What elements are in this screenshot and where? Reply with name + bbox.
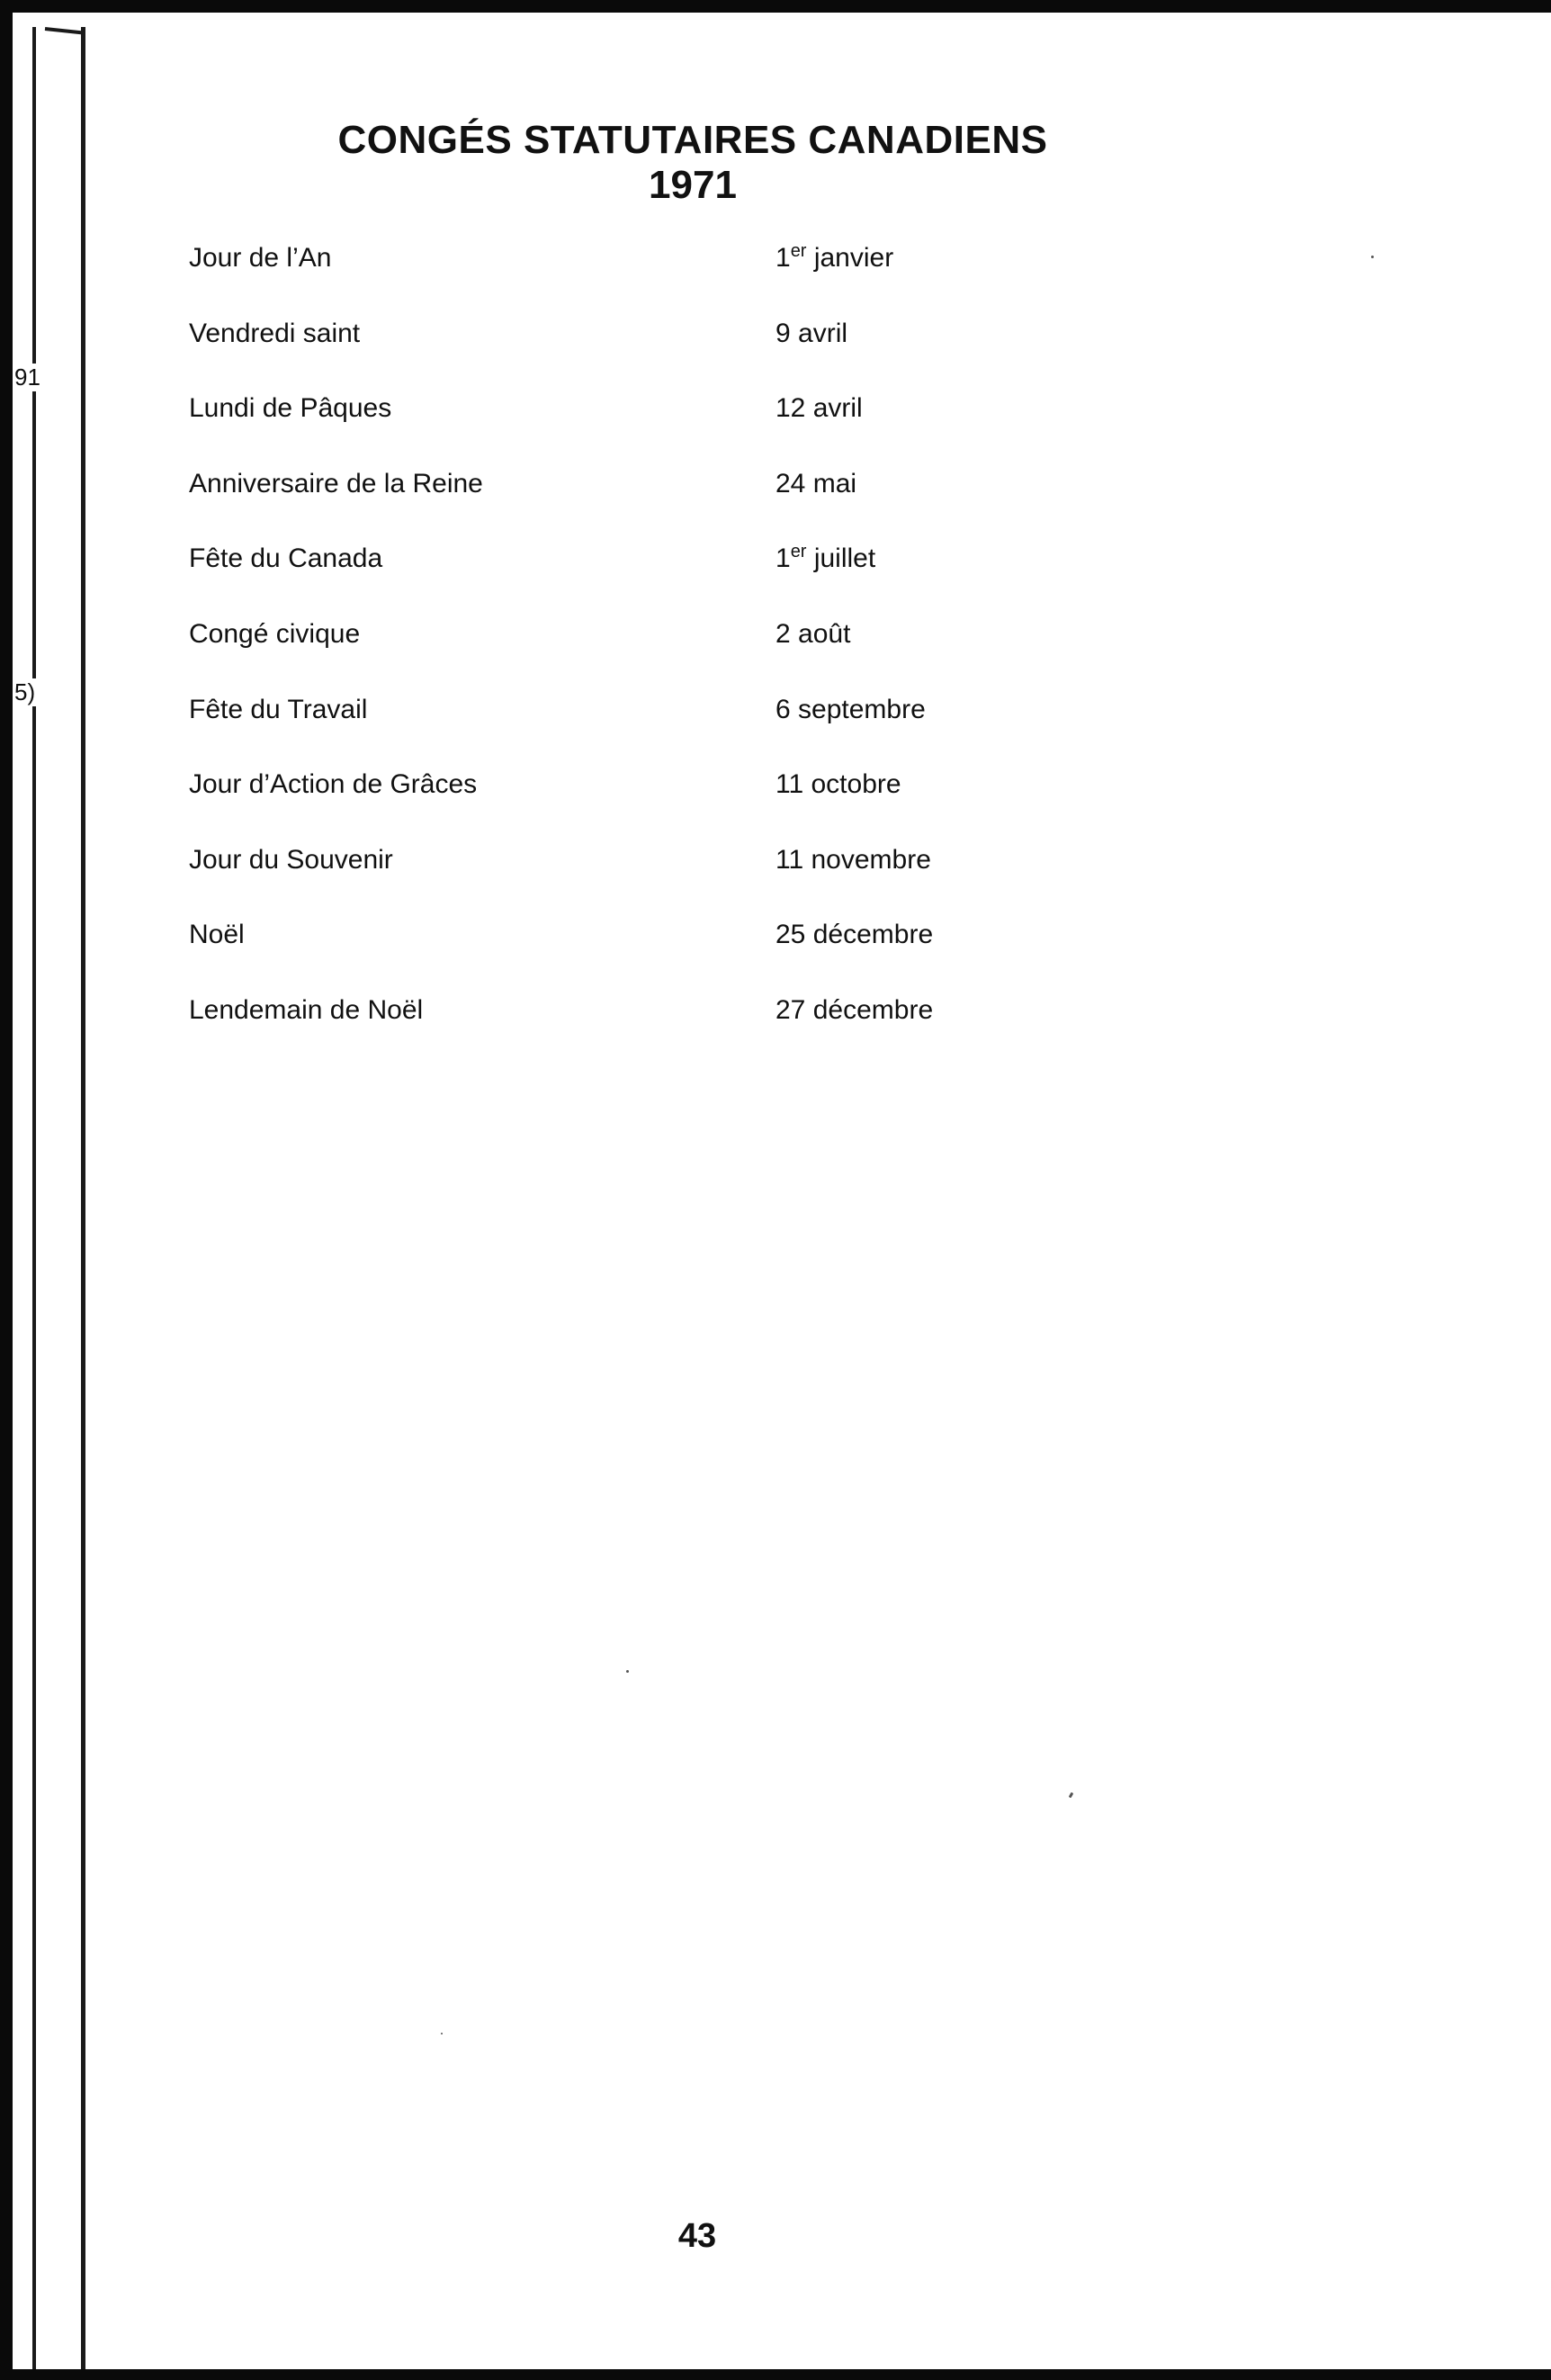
holiday-month: juillet: [813, 543, 876, 574]
holiday-date: [776, 612, 850, 657]
scan-edge-top: [0, 0, 1551, 13]
holiday-row: [189, 988, 1089, 1064]
scan-speck: [626, 1670, 629, 1673]
holiday-row: [189, 236, 1089, 311]
holiday-date: [776, 536, 875, 581]
holiday-date: [776, 687, 926, 732]
holiday-day: 1: [776, 243, 791, 273]
holiday-day: 2: [776, 618, 791, 649]
holiday-day: 12: [776, 393, 806, 424]
holiday-date: [776, 912, 933, 957]
holiday-date: [776, 838, 931, 883]
holiday-row: [189, 386, 1089, 462]
holiday-day: 11: [776, 769, 804, 800]
holiday-month: décembre: [812, 994, 934, 1025]
holiday-month: avril: [798, 318, 848, 348]
holiday-row: [189, 912, 1089, 988]
holiday-month: avril: [812, 393, 863, 424]
holiday-month: janvier: [813, 243, 894, 273]
holiday-date: [776, 311, 847, 356]
scan-speck: [1069, 1792, 1074, 1799]
holiday-day: 27: [776, 994, 806, 1025]
page-title: CONGÉS STATUTAIRES CANADIENS: [337, 118, 1048, 162]
holiday-row: [189, 536, 1089, 612]
holiday-date: [776, 988, 933, 1033]
holiday-day: 11: [776, 844, 804, 875]
holiday-date: [776, 386, 863, 431]
holiday-day: 9: [776, 318, 791, 348]
holiday-name: Anniversaire de la Reine: [189, 468, 483, 498]
holiday-name: Noël: [189, 920, 245, 950]
holiday-name: Lendemain de Noël: [189, 994, 424, 1025]
holiday-name: Jour du Souvenir: [189, 844, 393, 875]
page-year: 1971: [649, 163, 737, 207]
holiday-date: [776, 762, 901, 807]
holiday-day: 25: [776, 920, 806, 950]
holiday-name: Congé civique: [189, 618, 361, 649]
scan-speck: [441, 2033, 443, 2034]
holiday-date: [776, 236, 893, 281]
scan-edge-bottom: [0, 2369, 1551, 2380]
holiday-name: Lundi de Pâques: [189, 393, 392, 424]
holiday-name: Fête du Canada: [189, 543, 383, 574]
holiday-row: [189, 462, 1089, 537]
holiday-name: Vendredi saint: [189, 318, 361, 348]
holiday-month: mai: [812, 468, 857, 498]
margin-fragment: 91: [14, 364, 40, 391]
holiday-month: août: [798, 618, 851, 649]
binding-hook: [45, 27, 85, 35]
holiday-day: 6: [776, 694, 791, 724]
holiday-month: novembre: [811, 844, 931, 875]
scan-speck: [1371, 256, 1374, 258]
holiday-name: Fête du Travail: [189, 694, 368, 724]
holiday-month: octobre: [811, 769, 901, 800]
page-number: 43: [677, 2217, 717, 2255]
margin-fragment: 5): [14, 678, 36, 705]
holiday-month: septembre: [798, 694, 926, 724]
holiday-row: [189, 687, 1089, 763]
page-border-line: [81, 27, 85, 2369]
holiday-name: Jour de l’An: [189, 243, 332, 273]
holiday-list: [189, 236, 1089, 1064]
holiday-month: décembre: [812, 920, 934, 950]
holiday-name: Jour d’Action de Grâces: [189, 769, 478, 800]
holiday-row: [189, 838, 1089, 913]
holiday-day: 24: [776, 468, 806, 498]
holiday-row: [189, 762, 1089, 838]
ordinal-suffix: er: [790, 542, 807, 562]
holiday-date: [776, 462, 856, 507]
holiday-day: 1: [776, 543, 791, 574]
scan-edge-left: [0, 0, 13, 2380]
holiday-row: [189, 311, 1089, 387]
holiday-row: [189, 612, 1089, 687]
ordinal-suffix: er: [790, 241, 807, 261]
